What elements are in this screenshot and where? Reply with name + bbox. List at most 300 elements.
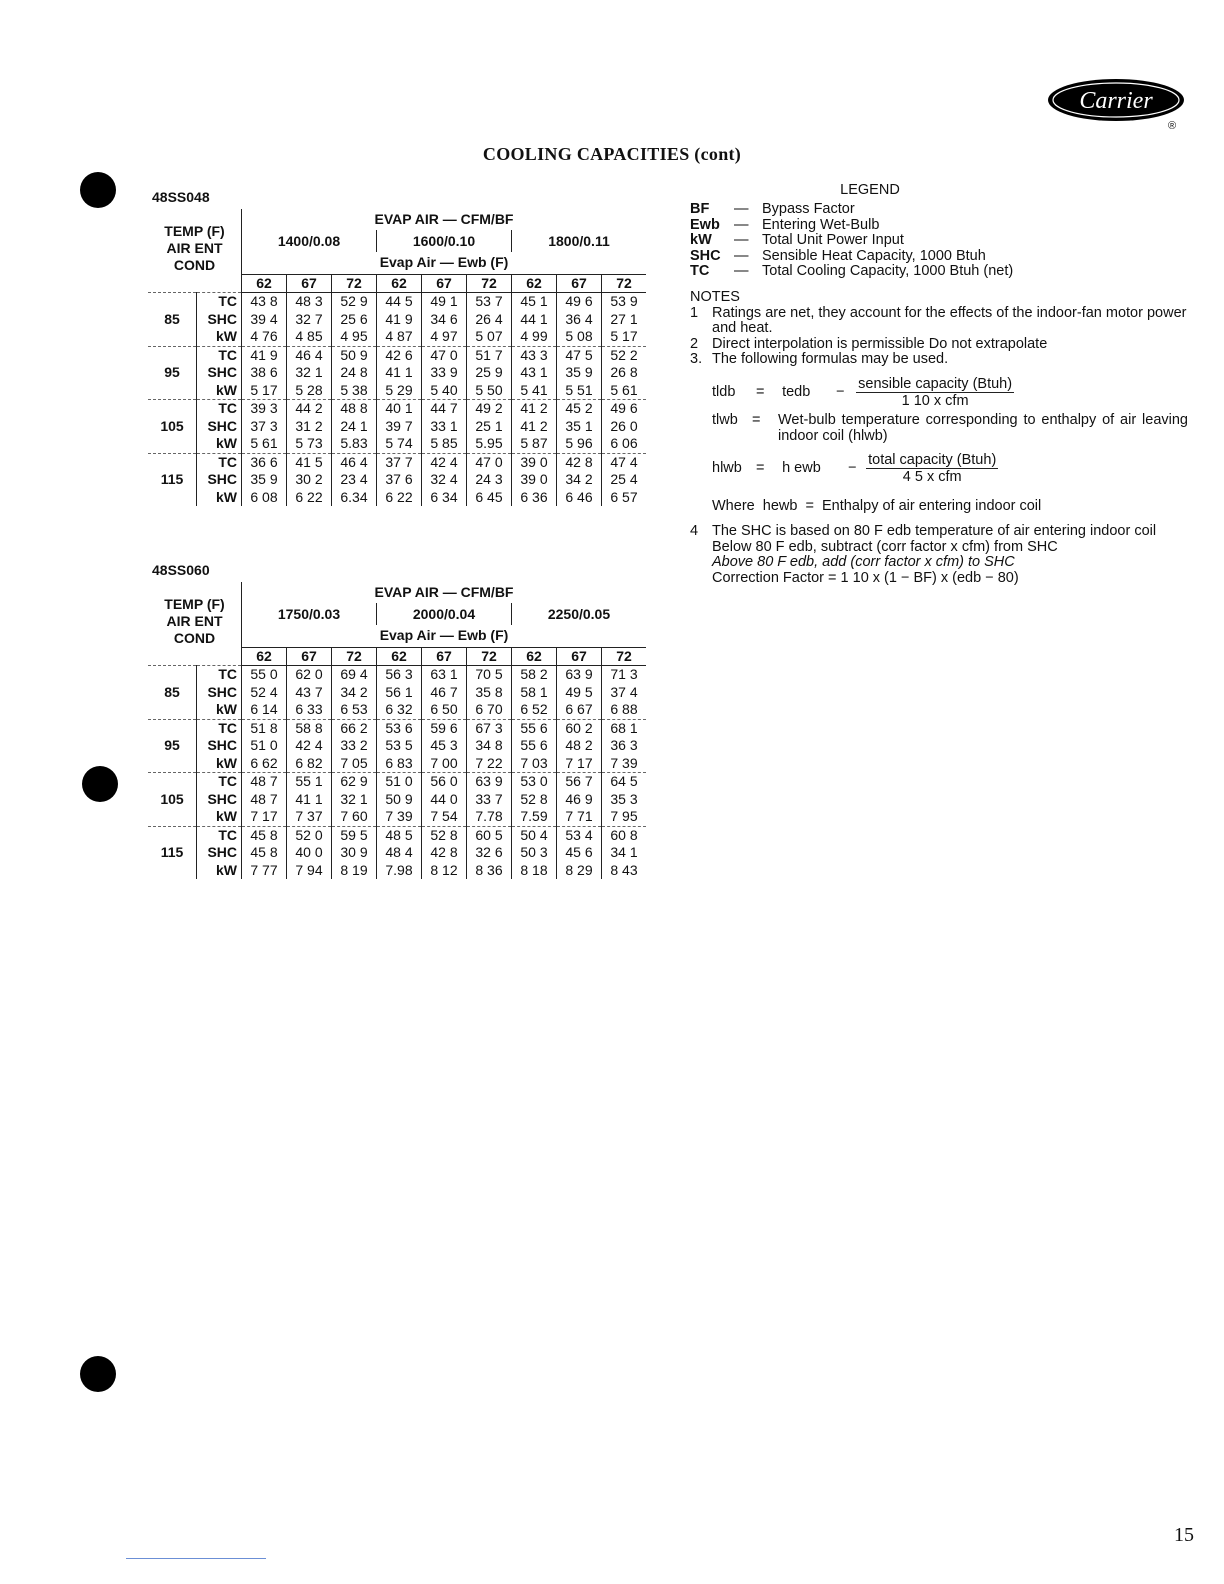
cell-value: 44 5 <box>377 293 422 311</box>
cell-value: 32 4 <box>422 471 467 489</box>
legend-desc: Entering Wet-Bulb <box>762 216 880 233</box>
cell-value: 7 39 <box>377 808 422 826</box>
cell-value: 42 6 <box>377 346 422 364</box>
cell-value: 39 0 <box>512 471 557 489</box>
fraction-denominator: 4 5 x cfm <box>902 469 962 485</box>
cell-value: 37 4 <box>602 684 647 702</box>
cell-value: 41 9 <box>377 311 422 329</box>
legend-item <box>690 202 1190 218</box>
cell-value: 27 1 <box>602 311 647 329</box>
cell-value: 26 0 <box>602 418 647 436</box>
cell-value: 7 03 <box>512 755 557 773</box>
cell-value: 44 1 <box>512 311 557 329</box>
binder-hole-top <box>80 172 116 208</box>
note-text: Above 80 F edb, add (corr factor x cfm) to SHC <box>712 554 1015 570</box>
cell-value: 5.95 <box>467 435 512 453</box>
temp-value: 95 <box>164 364 180 381</box>
cell-value: 6 62 <box>242 755 287 773</box>
ewb-col: 67 <box>287 274 332 293</box>
table-body <box>148 293 646 507</box>
cell-value: 6 34 <box>422 489 467 507</box>
legend-dash: — <box>734 232 749 248</box>
temp-spacer <box>148 453 197 471</box>
cell-value: 7 94 <box>287 862 332 880</box>
evap-air-header: EVAP AIR — CFM/BF <box>242 209 647 230</box>
cell-value: 5 50 <box>467 382 512 400</box>
cell-value: 7 17 <box>557 755 602 773</box>
cell-value: 26 8 <box>602 364 647 382</box>
cell-value: 6 46 <box>557 489 602 507</box>
table-body <box>148 666 646 880</box>
cell-value: 7 39 <box>602 755 647 773</box>
row-label: kW <box>197 328 242 346</box>
table-row <box>148 701 646 719</box>
cell-value: 24 3 <box>467 471 512 489</box>
cell-value: 7.59 <box>512 808 557 826</box>
temp-value: 85 <box>164 310 180 327</box>
ewb-col: 62 <box>242 647 287 666</box>
legend-title: LEGEND <box>840 182 900 198</box>
cell-value: 52 4 <box>242 684 287 702</box>
cell-value: 5 96 <box>557 435 602 453</box>
row-label: SHC <box>197 684 242 702</box>
cell-value: 5 41 <box>512 382 557 400</box>
cell-value: 55 0 <box>242 666 287 684</box>
cell-value: 58 8 <box>287 719 332 737</box>
cell-value: 48 2 <box>557 737 602 755</box>
temp-spacer <box>148 826 197 844</box>
note-4: 4 The SHC is based on 80 F edb temperature of air entering indoor coil Below 80 F edb, subtract (corr factor x cfm) from SHC Above 80 F edb, add (corr factor x cfm) to SHC Correction Factor = 1 10 x (1 − BF) x (edb − 80) <box>690 524 1190 586</box>
temp-spacer <box>148 701 197 719</box>
cell-value: 63 9 <box>557 666 602 684</box>
table-row <box>148 737 646 755</box>
cell-value: 34 8 <box>467 737 512 755</box>
row-label: SHC <box>197 844 242 862</box>
table-row <box>148 471 646 489</box>
legend-abbr: kW <box>690 232 712 248</box>
cell-value: 5 17 <box>242 382 287 400</box>
cell-value: 6 32 <box>377 701 422 719</box>
table-row <box>148 791 646 809</box>
ewb-col: 62 <box>242 274 287 293</box>
ewb-col: 67 <box>287 647 332 666</box>
note-text: The SHC is based on 80 F edb temperature of air entering indoor coil <box>712 523 1157 539</box>
cell-value: 5 73 <box>287 435 332 453</box>
cfm-group: 2000/0.04 <box>377 603 512 624</box>
legend-dash: — <box>734 216 749 233</box>
cell-value: 37 6 <box>377 471 422 489</box>
row-label: kW <box>197 382 242 400</box>
cell-value: 32 6 <box>467 844 512 862</box>
cell-value: 50 9 <box>332 346 377 364</box>
cell-value: 5 29 <box>377 382 422 400</box>
table-row <box>148 684 646 702</box>
cell-value: 59 6 <box>422 719 467 737</box>
table-row <box>148 453 646 471</box>
row-label: TC <box>197 826 242 844</box>
cfm-group: 1600/0.10 <box>377 230 512 251</box>
cell-value: 6 08 <box>242 489 287 507</box>
cell-value: 7 60 <box>332 808 377 826</box>
temp-header-line2: AIR ENT <box>166 240 223 256</box>
formula-tlwb <box>712 412 1188 444</box>
cell-value: 66 2 <box>332 719 377 737</box>
table-row <box>148 364 646 382</box>
cell-value: 40 1 <box>377 400 422 418</box>
cell-value: 25 4 <box>602 471 647 489</box>
where-line: Where hewb = Enthalpy of air entering indoor coil <box>712 498 1042 514</box>
ewb-col: 67 <box>557 274 602 293</box>
cell-value: 44 7 <box>422 400 467 418</box>
cell-value: 7 22 <box>467 755 512 773</box>
table-row <box>148 489 646 507</box>
cell-value: 25 6 <box>332 311 377 329</box>
notes <box>690 290 1190 368</box>
note-3: 3. The following formulas may be used. <box>690 351 949 367</box>
cell-value: 5 38 <box>332 382 377 400</box>
row-label: SHC <box>197 791 242 809</box>
cell-value: 45 8 <box>242 844 287 862</box>
cell-value: 47 0 <box>467 453 512 471</box>
cell-value: 33 9 <box>422 364 467 382</box>
temp-value: 105 <box>160 417 184 434</box>
temp-spacer <box>148 755 197 773</box>
binder-hole-bottom <box>80 1356 116 1392</box>
cell-value: 5 61 <box>602 382 647 400</box>
temp-value: 85 <box>164 683 180 700</box>
cell-value: 53 9 <box>602 293 647 311</box>
cell-value: 43 3 <box>512 346 557 364</box>
cell-value: 45 6 <box>557 844 602 862</box>
cell-value: 53 6 <box>377 719 422 737</box>
brand-name: Carrier <box>1079 88 1153 114</box>
formula-eq: = <box>756 460 765 477</box>
ewb-col: 67 <box>422 274 467 293</box>
table-row <box>148 346 646 364</box>
cell-value: 6 33 <box>287 701 332 719</box>
cell-value: 23 4 <box>332 471 377 489</box>
binder-hole-middle <box>82 766 118 802</box>
cell-value: 45 8 <box>242 826 287 844</box>
cell-value: 7 54 <box>422 808 467 826</box>
cell-value: 48 3 <box>287 293 332 311</box>
cell-value: 36 4 <box>557 311 602 329</box>
capacity-table-1 <box>148 209 646 506</box>
temp-value: 115 <box>160 844 184 861</box>
cell-value: 41 9 <box>242 346 287 364</box>
cell-value: 7 05 <box>332 755 377 773</box>
cell-value: 34 2 <box>332 684 377 702</box>
cell-value: 47 5 <box>557 346 602 364</box>
cell-value: 46 7 <box>422 684 467 702</box>
cell-value: 48 4 <box>377 844 422 862</box>
legend-abbr: BF <box>690 201 710 217</box>
cell-value: 37 3 <box>242 418 287 436</box>
row-label: TC <box>197 346 242 364</box>
row-label: kW <box>197 755 242 773</box>
cell-value: 4 87 <box>377 328 422 346</box>
cell-value: 58 2 <box>512 666 557 684</box>
cell-value: 6 22 <box>377 489 422 507</box>
cell-value: 51 0 <box>377 773 422 791</box>
row-label: TC <box>197 453 242 471</box>
formula-term: h ewb <box>782 460 821 477</box>
cell-value: 60 8 <box>602 826 647 844</box>
table-row <box>148 293 646 311</box>
row-label: TC <box>197 293 242 311</box>
cell-value: 5 17 <box>602 328 647 346</box>
note-text: Direct interpolation is permissible Do not extrapolate <box>712 335 1048 352</box>
fraction-denominator: 1 10 x cfm <box>901 393 969 409</box>
cell-value: 56 7 <box>557 773 602 791</box>
cell-value: 55 1 <box>287 773 332 791</box>
cell-value: 36 3 <box>602 737 647 755</box>
table-row <box>148 328 646 346</box>
cell-value: 5 51 <box>557 382 602 400</box>
cell-value: 46 4 <box>287 346 332 364</box>
row-label: TC <box>197 719 242 737</box>
cell-value: 5 07 <box>467 328 512 346</box>
legend-dash: — <box>734 263 749 279</box>
cell-value: 56 3 <box>377 666 422 684</box>
cell-value: 35 3 <box>602 791 647 809</box>
cell-value: 6 57 <box>602 489 647 507</box>
cell-value: 32 1 <box>332 791 377 809</box>
cell-value: 8 29 <box>557 862 602 880</box>
formula-hlwb <box>712 452 998 485</box>
cell-value: 43 7 <box>287 684 332 702</box>
cell-value: 5 08 <box>557 328 602 346</box>
cell-value: 5.83 <box>332 435 377 453</box>
legend-desc: Sensible Heat Capacity, 1000 Btuh <box>762 247 986 264</box>
cell-value: 69 4 <box>332 666 377 684</box>
temp-header-line3: COND <box>173 257 216 273</box>
fraction-numerator: sensible capacity (Btuh) <box>858 376 1013 392</box>
cfm-group: 1400/0.08 <box>242 230 377 251</box>
cell-value: 6 52 <box>512 701 557 719</box>
cell-value: 6.34 <box>332 489 377 507</box>
cell-value: 7.78 <box>467 808 512 826</box>
cell-value: 7 37 <box>287 808 332 826</box>
model-label-2: 48SS060 <box>152 562 210 578</box>
cell-value: 39 3 <box>242 400 287 418</box>
cell-value: 7 95 <box>602 808 647 826</box>
cell-value: 25 1 <box>467 418 512 436</box>
model-label-1: 48SS048 <box>152 189 210 205</box>
temp-header-line3: COND <box>173 630 216 646</box>
cell-value: 59 5 <box>332 826 377 844</box>
cell-value: 53 7 <box>467 293 512 311</box>
ewb-col: 67 <box>557 647 602 666</box>
table-row <box>148 844 646 862</box>
ewb-col: 67 <box>422 647 467 666</box>
cell-value: 33 2 <box>332 737 377 755</box>
cell-value: 8 43 <box>602 862 647 880</box>
cell-value: 62 9 <box>332 773 377 791</box>
legend-desc: Total Unit Power Input <box>762 232 904 248</box>
row-label: kW <box>197 435 242 453</box>
legend-dash: — <box>734 201 749 217</box>
table-row <box>148 862 646 880</box>
cell-value: 24 1 <box>332 418 377 436</box>
formula-fraction <box>856 376 1014 409</box>
ewb-col: 72 <box>332 274 377 293</box>
carrier-logo <box>1046 78 1186 124</box>
cell-value: 43 8 <box>242 293 287 311</box>
ewb-header: Evap Air — Ewb (F) <box>242 252 647 274</box>
legend-abbr: SHC <box>690 247 721 264</box>
cell-value: 33 7 <box>467 791 512 809</box>
cell-value: 45 3 <box>422 737 467 755</box>
ewb-col: 72 <box>602 647 647 666</box>
cell-value: 35 9 <box>557 364 602 382</box>
cell-value: 30 9 <box>332 844 377 862</box>
cell-value: 50 4 <box>512 826 557 844</box>
cell-value: 6 14 <box>242 701 287 719</box>
temp-header <box>148 582 242 647</box>
cell-value: 34 2 <box>557 471 602 489</box>
cell-value: 33 1 <box>422 418 467 436</box>
ewb-col: 62 <box>377 647 422 666</box>
cell-value: 8 36 <box>467 862 512 880</box>
cell-value: 50 9 <box>377 791 422 809</box>
cell-value: 63 1 <box>422 666 467 684</box>
row-label: SHC <box>197 311 242 329</box>
cell-value: 55 6 <box>512 719 557 737</box>
cell-value: 6 45 <box>467 489 512 507</box>
cell-value: 26 4 <box>467 311 512 329</box>
formula-lhs: tldb <box>712 384 736 401</box>
formula-lhs: hlwb <box>712 460 742 477</box>
note-text: Correction Factor = 1 10 x (1 − BF) x (edb − 80) <box>712 569 1019 586</box>
cell-value: 7.98 <box>377 862 422 880</box>
cfm-group: 1800/0.11 <box>512 230 647 251</box>
cell-value: 45 2 <box>557 400 602 418</box>
cell-value: 58 1 <box>512 684 557 702</box>
legend-dash: — <box>734 247 749 264</box>
temp-header-line2: AIR ENT <box>166 613 223 629</box>
cell-value: 68 1 <box>602 719 647 737</box>
formula-minus: − <box>848 460 857 477</box>
cell-value: 6 50 <box>422 701 467 719</box>
cell-value: 52 2 <box>602 346 647 364</box>
temp-spacer <box>148 489 197 507</box>
cell-value: 6 82 <box>287 755 332 773</box>
note-text: Ratings are net, they account for the effects of the indoor-fan motor power and heat. <box>712 304 1187 336</box>
formula-lhs: tlwb <box>712 412 738 428</box>
cell-value: 42 4 <box>287 737 332 755</box>
cell-value: 4 95 <box>332 328 377 346</box>
ewb-col: 72 <box>602 274 647 293</box>
cell-value: 34 6 <box>422 311 467 329</box>
cell-value: 49 5 <box>557 684 602 702</box>
cell-value: 35 9 <box>242 471 287 489</box>
row-label: SHC <box>197 471 242 489</box>
table-row <box>148 418 646 436</box>
cell-value: 53 0 <box>512 773 557 791</box>
cell-value: 56 1 <box>377 684 422 702</box>
cell-value: 53 5 <box>377 737 422 755</box>
legend-item <box>690 264 1190 280</box>
formula-tldb <box>712 376 1014 409</box>
cell-value: 60 5 <box>467 826 512 844</box>
cell-value: 37 7 <box>377 453 422 471</box>
formula-minus: − <box>836 384 845 401</box>
temp-spacer <box>148 773 197 791</box>
cell-value: 24 8 <box>332 364 377 382</box>
legend <box>690 182 1190 280</box>
cell-value: 4 97 <box>422 328 467 346</box>
cell-value: 49 1 <box>422 293 467 311</box>
cell-value: 5 85 <box>422 435 467 453</box>
cell-value: 48 5 <box>377 826 422 844</box>
table-row <box>148 435 646 453</box>
table-row <box>148 808 646 826</box>
table-row <box>148 755 646 773</box>
cell-value: 51 7 <box>467 346 512 364</box>
row-label: SHC <box>197 364 242 382</box>
cell-value: 31 2 <box>287 418 332 436</box>
note-text: The following formulas may be used. <box>712 351 949 367</box>
row-label: TC <box>197 400 242 418</box>
cell-value: 5 28 <box>287 382 332 400</box>
ewb-header: Evap Air — Ewb (F) <box>242 625 647 647</box>
cell-value: 41 1 <box>377 364 422 382</box>
temp-spacer <box>148 346 197 364</box>
cell-value: 32 7 <box>287 311 332 329</box>
ewb-col: 62 <box>512 274 557 293</box>
ewb-col: 72 <box>467 274 512 293</box>
cell-value: 6 22 <box>287 489 332 507</box>
row-label: kW <box>197 489 242 507</box>
formula-fraction <box>866 452 998 485</box>
cell-value: 5 40 <box>422 382 467 400</box>
table-row <box>148 400 646 418</box>
cell-value: 48 8 <box>332 400 377 418</box>
cell-value: 6 36 <box>512 489 557 507</box>
cell-value: 51 8 <box>242 719 287 737</box>
notes-title: NOTES <box>690 289 740 305</box>
temp-spacer <box>148 382 197 400</box>
temp-spacer <box>148 400 197 418</box>
temp-value: 115 <box>160 471 184 488</box>
cell-value: 49 6 <box>557 293 602 311</box>
cell-value: 40 0 <box>287 844 332 862</box>
cell-value: 49 6 <box>602 400 647 418</box>
row-label: kW <box>197 808 242 826</box>
cell-value: 34 1 <box>602 844 647 862</box>
temp-header-line1: TEMP (F) <box>164 223 225 239</box>
cell-value: 41 2 <box>512 400 557 418</box>
table-row <box>148 719 646 737</box>
cell-value: 30 2 <box>287 471 332 489</box>
fraction-numerator: total capacity (Btuh) <box>868 452 997 468</box>
cell-value: 6 83 <box>377 755 422 773</box>
cell-value: 6 06 <box>602 435 647 453</box>
table-row <box>148 826 646 844</box>
cell-value: 4 85 <box>287 328 332 346</box>
registered-mark: ® <box>1168 120 1177 132</box>
legend-item <box>690 233 1190 249</box>
cell-value: 6 67 <box>557 701 602 719</box>
note-2: 2 Direct interpolation is permissible Do not extrapolate <box>690 335 1048 352</box>
cell-value: 35 1 <box>557 418 602 436</box>
cell-value: 46 9 <box>557 791 602 809</box>
cfm-group: 1750/0.03 <box>242 603 377 624</box>
cell-value: 52 8 <box>422 826 467 844</box>
note-1: 1 Ratings are net, they account for the effects of the indoor-fan motor power and heat. <box>690 306 1190 337</box>
cell-value: 38 6 <box>242 364 287 382</box>
